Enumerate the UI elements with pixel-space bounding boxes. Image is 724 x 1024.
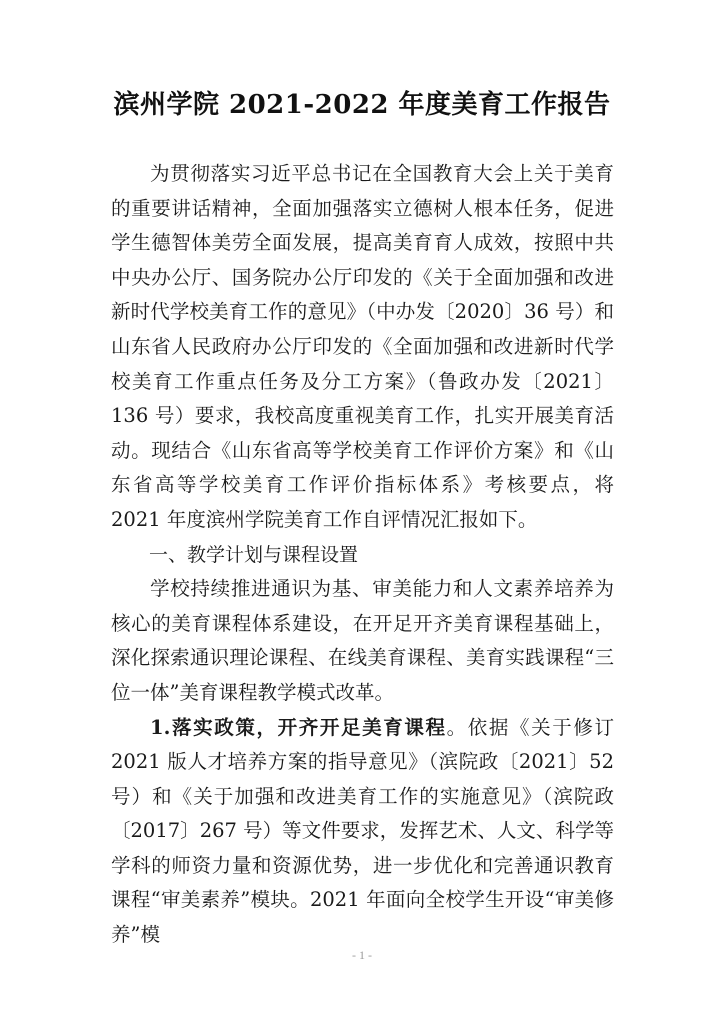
item-lead: 1.落实政策，开齐开足美育课程 (150, 715, 447, 739)
item-text: 。依据《关于修订 2021 版人才培养方案的指导意见》（滨院政〔2021〕52 号）和《关于加强和改进美育工作的实施意见》（滨院政〔2017〕267 号）等文件要求，发挥艺术、人文、科学等学科的师资力量和资源优势，进一步优化和完善通识教育课程“审美素养”模块。2021 年面向全校学生开设“审美修养”模 (111, 715, 614, 947)
page-number: - 1 - (352, 948, 372, 962)
intro-paragraph: 为贯彻落实习近平总书记在全国教育大会上关于美育的重要讲话精神，全面加强落实立德树人根本任务，促进学生德智体美劳全面发展，提高美育育人成效，按照中共中央办公厅、国务院办公厅印发的《关于全面加强和改进新时代学校美育工作的意见》（中办发〔2020〕36 号）和山东省人民政府办公厅印发的《全面加强和改进新时代学校美育工作重点任务及分工方案》（鲁政办发〔2021〕136 号）要求，我校高度重视美育工作，扎实开展美育活动。现结合《山东省高等学校美育工作评价方案》和《山东省高等学校美育工作评价指标体系》考核要点，将 2021 年度滨州学院美育工作自评情况汇报如下。 (111, 162, 614, 531)
item-paragraph (111, 711, 614, 953)
document-body (111, 157, 614, 953)
section-paragraph: 学校持续推进通识为基、审美能力和人文素养培养为核心的美育课程体系建设，在开足开齐美育课程基础上，深化探索通识理论课程、在线美育课程、美育实践课程“三位一体”美育课程教学模式改革。 (111, 577, 614, 704)
section-heading: 一、教学计划与课程设置 (149, 543, 359, 566)
document-title: 滨州学院 2021-2022 年度美育工作报告 (113, 90, 611, 120)
